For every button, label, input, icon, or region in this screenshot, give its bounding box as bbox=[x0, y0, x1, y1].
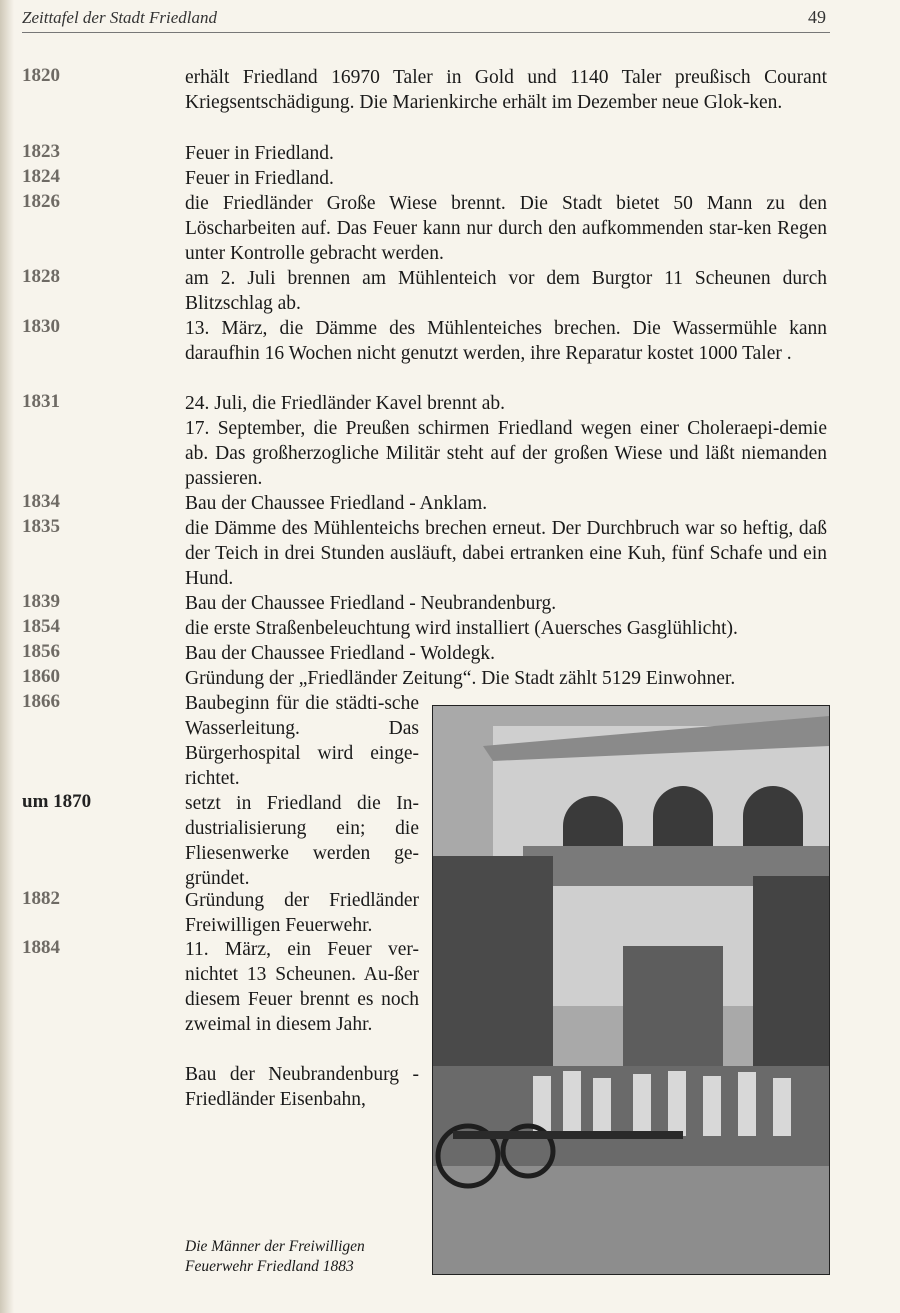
entry-text: 13. März, die Dämme des Mühlenteiches brechen. Die Wassermühle kann daraufhin 16 Wochen nicht genutzt werden, ihre Reparatur kostet 1000 Taler . bbox=[185, 318, 827, 364]
year-label: 1882 bbox=[22, 888, 60, 909]
year-label: 1823 bbox=[22, 141, 60, 162]
entry-text: Bau der Chaussee Friedland - Woldegk. bbox=[185, 643, 496, 664]
entry-text: 11. März, ein Feuer ver-nichtet 13 Scheunen. Au-ßer diesem Feuer brennt es noch zweimal in diesem Jahr. bbox=[185, 939, 419, 1035]
entry-text: Feuer in Friedland. bbox=[185, 168, 334, 189]
page-number: 49 bbox=[808, 7, 826, 27]
header-title: Zeittafel der Stadt Friedland bbox=[22, 8, 218, 27]
year-label: 1835 bbox=[22, 516, 60, 537]
entry-text: die erste Straßenbeleuchtung wird installiert (Auersches Gasglühlicht). bbox=[185, 618, 738, 639]
year-label: 1831 bbox=[22, 391, 60, 412]
photo-illustration bbox=[433, 706, 829, 1274]
year-label: 1854 bbox=[22, 616, 60, 637]
year-label: um 1870 bbox=[22, 791, 92, 812]
year-label: 1866 bbox=[22, 691, 60, 712]
entry-text: Bau der Chaussee Friedland - Anklam. bbox=[185, 493, 488, 514]
entry-text: Feuer in Friedland. bbox=[185, 143, 334, 164]
photo-caption: Die Männer der Freiwilligen Feuerwehr Friedland 1883 bbox=[185, 1238, 365, 1275]
entry-text: Bau der Neubrandenburg - Friedländer Eisenbahn, bbox=[185, 1064, 419, 1110]
entry-text: Gründung der Friedländer Freiwilligen Feuerwehr. bbox=[185, 890, 419, 936]
entry-text: die Dämme des Mühlenteichs brechen erneut. Der Durchbruch war so heftig, daß der Teich in drei Stunden ausläuft, dabei ertranken eine Kuh, fünf Schafe und ein Hund. bbox=[185, 518, 827, 589]
year-label: 1824 bbox=[22, 166, 60, 187]
entry-text: Bau der Chaussee Friedland - Neubrandenburg. bbox=[185, 593, 557, 614]
entry-text: 24. Juli, die Friedländer Kavel brennt ab. bbox=[185, 393, 506, 414]
year-label: 1830 bbox=[22, 316, 60, 337]
year-label: 1839 bbox=[22, 591, 60, 612]
entry-text: erhält Friedland 16970 Taler in Gold und 1140 Taler preußisch Courant Kriegsentschädigung. Die Marienkirche erhält im Dezember neue Glok-ken. bbox=[185, 67, 827, 113]
year-label: 1820 bbox=[22, 65, 60, 86]
entry-text: Gründung der „Friedländer Zeitung“. Die Stadt zählt 5129 Einwohner. bbox=[185, 668, 736, 689]
entry-text: die Friedländer Große Wiese brennt. Die Stadt bietet 50 Mann zu den Löscharbeiten auf. Das Feuer kann nur durch den aufkommenden star-ken Regen unter Kontrolle gebracht werden. bbox=[185, 193, 827, 264]
entry-text: setzt in Friedland die In-dustrialisierung ein; die Fliesenwerke werden ge-gründet. bbox=[185, 793, 419, 889]
entry-text: Baubeginn für die städti-sche Wasserleitung. Das Bürgerhospital wird einge-richtet. bbox=[185, 693, 419, 789]
year-label: 1860 bbox=[22, 666, 60, 687]
year-label: 1884 bbox=[22, 937, 60, 958]
entry-text: 17. September, die Preußen schirmen Friedland wegen einer Choleraepi-demie ab. Das großherzogliche Militär steht auf der großen Wiese und läßt niemanden passieren. bbox=[185, 418, 827, 489]
entry-text: am 2. Juli brennen am Mühlenteich vor dem Burgtor 11 Scheunen durch Blitzschlag ab. bbox=[185, 268, 827, 314]
year-label: 1856 bbox=[22, 641, 60, 662]
year-label: 1828 bbox=[22, 266, 60, 287]
year-label: 1834 bbox=[22, 491, 60, 512]
running-header bbox=[22, 4, 830, 33]
year-label: 1826 bbox=[22, 191, 60, 212]
page-edge bbox=[0, 0, 14, 1313]
fire-brigade-photo bbox=[432, 705, 830, 1275]
